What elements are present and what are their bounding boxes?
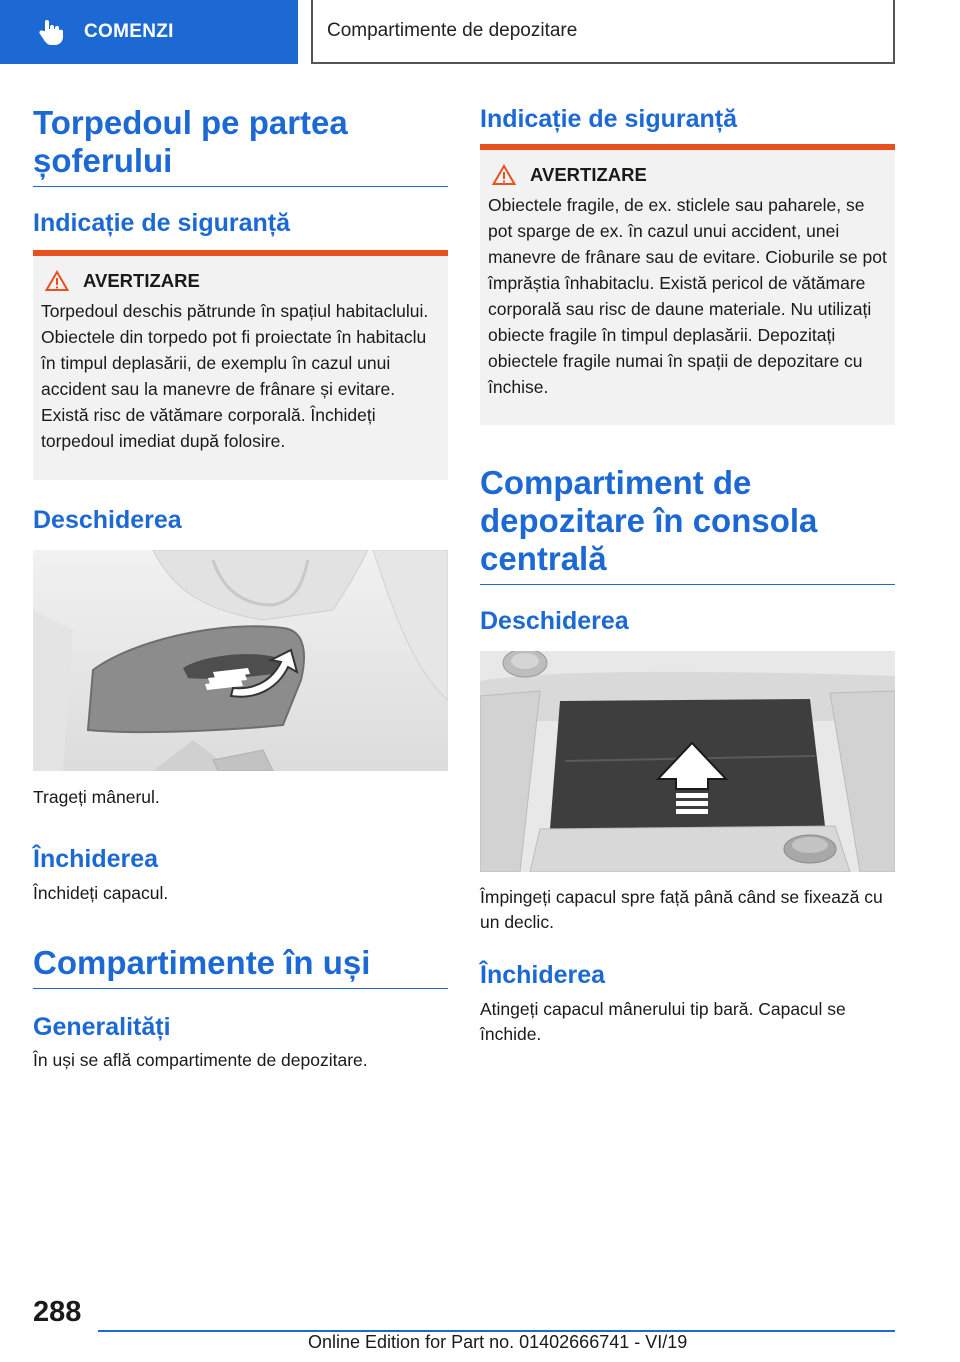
- hand-pointer-icon: [36, 17, 66, 47]
- safety-heading: Indicație de siguranță: [33, 209, 291, 237]
- console-illustration: [480, 651, 895, 872]
- open-caption: Trageți mânerul.: [33, 787, 160, 807]
- safety-heading-right: Indicație de siguranță: [480, 105, 738, 133]
- warning-label-right: AVERTIZARE: [530, 164, 647, 185]
- warning-label: AVERTIZARE: [83, 270, 200, 291]
- console-title: Compartiment de depozitare în consola centrală: [480, 464, 895, 585]
- console-close-heading: Închiderea: [480, 961, 606, 989]
- general-heading: Generalități: [33, 1013, 171, 1041]
- open-heading: Deschiderea: [33, 506, 182, 534]
- close-text: Închideți capacul.: [33, 883, 169, 903]
- section-header: [311, 0, 895, 64]
- chapter-label: COMENZI: [84, 21, 174, 42]
- close-heading: Închiderea: [33, 845, 159, 873]
- console-open-caption: Împingeți capacul spre față până când se fixează cu un declic.: [480, 887, 883, 932]
- section-label: Compartimente de depozitare: [327, 20, 578, 41]
- console-open-heading: Deschiderea: [480, 607, 629, 635]
- page-title: Torpedoul pe partea șoferului: [33, 104, 448, 187]
- console-close-text: Atingeți capacul mânerului tip bară. Capacul se închide.: [480, 999, 846, 1044]
- warning-box-right: [480, 144, 895, 425]
- warning-text: Torpedoul deschis pătrunde în spațiul habitaclului. Obiectele din torpedo pot fi proiectate în habitaclu în timpul deplasării, de exemplu în cazul unui accident sau la manevre de frânare și evitare. Există risc de vătămare corporală. Închideți torpedoul imediat după folosire.: [41, 301, 429, 451]
- general-text: În uși se află compartimente de depozitare.: [33, 1050, 368, 1070]
- warning-box: [33, 250, 448, 480]
- page-number: 288: [33, 1296, 82, 1328]
- warning-triangle-icon: [45, 270, 69, 292]
- edition-text: Online Edition for Part no. 01402666741 - VI/19: [308, 1332, 688, 1352]
- warning-text-right: Obiectele fragile, de ex. sticlele sau paharele, se pot sparge de ex. în cazul unui accident, unei manevre de frânare sau de evitare. Cioburile se pot împrăștia înhabitaclu. Există pericol de vătămare corporală sau risc de daune materiale. Nu utilizați obiecte fragile în timpul deplasării. Depozitați obiectele fragile numai în spații de depozitare cu închise.: [488, 195, 887, 397]
- warning-triangle-icon: [492, 164, 516, 186]
- chapter-tab[interactable]: [0, 0, 298, 64]
- glovebox-illustration: [33, 550, 448, 771]
- doors-title: Compartimente în uși: [33, 944, 448, 989]
